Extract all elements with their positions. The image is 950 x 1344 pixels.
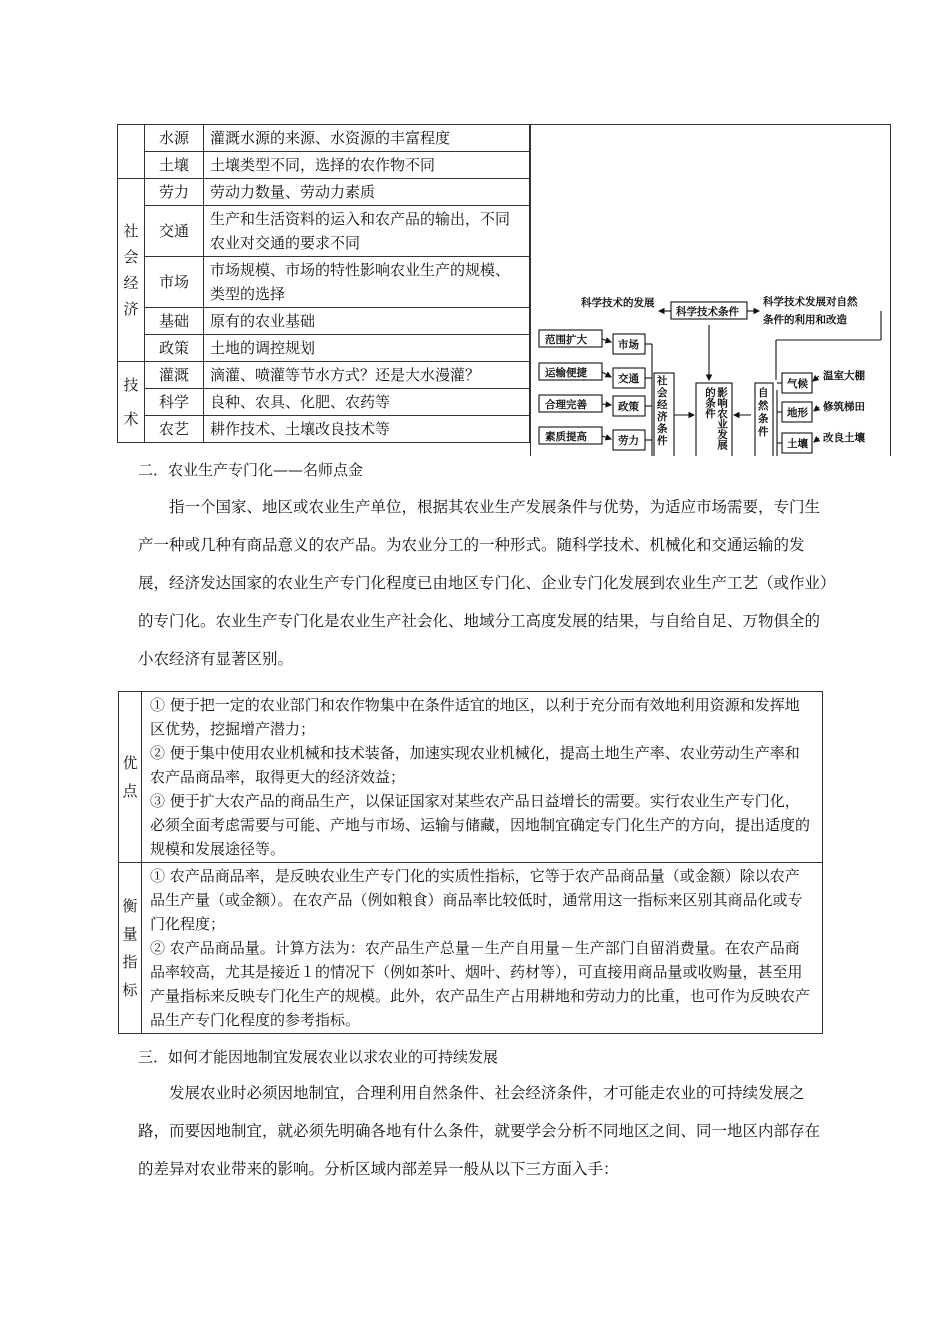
factor-desc: 生产和生活资料的运入和农产品的输出，不同农业对交通的要求不同 bbox=[204, 206, 530, 257]
section2-paragraph: 指一个国家、地区或农业生产单位，根据其农业生产发展条件与优势，为适应市场需要，专门生产一种或几种有商品意义的农产品。为农业分工的一种形式。随科学技术、机械化和交通运输的发展，经济发达国家的农业生产专门化程度已由地区专门化、企业专门化发展到农业生产工艺（或作业）的专门化。农业生产专门化是农业生产社会化、地域分工高度发展的结果，与自给自足、万物俱全的小农经济有显著区别。 bbox=[138, 498, 828, 668]
factor-name: 水源 bbox=[145, 125, 204, 152]
nature-box-3: 土壤 bbox=[787, 438, 808, 450]
factor-name: 劳力 bbox=[145, 179, 204, 206]
category-cell-tech bbox=[118, 362, 145, 443]
table-row bbox=[118, 257, 530, 308]
table-row bbox=[118, 206, 530, 257]
specialization-table bbox=[118, 691, 823, 1034]
factor-desc: 良种、农具、化肥、农药等 bbox=[204, 389, 530, 416]
table-row bbox=[118, 362, 530, 389]
table-row bbox=[118, 416, 530, 443]
category-cell bbox=[119, 863, 142, 1034]
indicators-cell bbox=[142, 863, 823, 1034]
factor-desc: 市场规模、市场的特性影响农业生产的规模、类型的选择 bbox=[204, 257, 530, 308]
category-label: 衡量指标 bbox=[122, 897, 138, 999]
cause-3: 合理完善 bbox=[545, 399, 587, 411]
table-row bbox=[118, 308, 530, 335]
section3-paragraph: 发展农业时必须因地制宜，合理利用自然条件、社会经济条件，才可能走农业的可持续发展之路，而要因地制宜，就必须先明确各地有什么条件，就要学会分析不同地区之间、同一地区内部存在的差异对农业带来的影响。分析区域内部差异一般从以下三方面入手： bbox=[138, 1084, 821, 1178]
right-cause-3: 改良土壤 bbox=[823, 432, 865, 444]
factor-desc: 灌溉水源的来源、水资源的丰富程度 bbox=[204, 125, 530, 152]
table-row bbox=[118, 152, 530, 179]
section2-heading: 二．农业生产专门化——名师点金 bbox=[138, 461, 364, 479]
factor-desc: 原有的农业基础 bbox=[204, 308, 530, 335]
factor-name: 农艺 bbox=[145, 416, 204, 443]
factor-name: 基础 bbox=[145, 308, 204, 335]
factor-desc: 土壤类型不同，选择的农作物不同 bbox=[204, 152, 530, 179]
factor-name: 灌溉 bbox=[145, 362, 204, 389]
category-label: 社会经济 bbox=[123, 222, 139, 318]
factor-desc: 劳动力数量、劳动力素质 bbox=[204, 179, 530, 206]
right-cause-2: 修筑梯田 bbox=[823, 401, 865, 413]
factor-desc: 耕作技术、土壤改良技术等 bbox=[204, 416, 530, 443]
section3-heading: 三．如何才能因地制宜发展农业以求农业的可持续发展 bbox=[138, 1048, 499, 1066]
factor-table bbox=[117, 124, 530, 443]
social-box-3: 政策 bbox=[618, 401, 639, 413]
social-box-4: 劳力 bbox=[618, 435, 639, 447]
label-nature-cond: 自然条件 bbox=[758, 387, 769, 438]
cause-1: 范围扩大 bbox=[545, 334, 587, 346]
list-item: ① 便于把一定的农业部门和农作物集中在条件适宜的地区，以利于充分而有效地利用资源和发挥地区优势，挖掘增产潜力； bbox=[150, 696, 800, 738]
category-cell-social bbox=[118, 179, 145, 362]
list-item: ① 农产品商品率，是反映农业生产专门化的实质性指标，它等于农产品商品量（或金额）除以农产品生产量（或金额）。在农产品（例如粮食）商品率比较低时，通常用这一指标来区别其商品化或专门化程度； bbox=[150, 867, 803, 933]
table-row bbox=[119, 863, 823, 1034]
label-sci-cond: 科学技术条件 bbox=[676, 306, 739, 318]
label-dev-cond: 影响农业发展的条件 bbox=[704, 387, 728, 450]
social-box-2: 交通 bbox=[618, 373, 639, 385]
factor-name: 市场 bbox=[145, 257, 204, 308]
category-cell-natural bbox=[118, 125, 145, 179]
list-item: ③ 便于扩大农产品的商品生产，以保证国家对某些农产品日益增长的需要。实行农业生产专门化，必须全面考虑需要与可能、产地与市场、运输与储藏，因地制宜确定专门化生产的方向，提出适度的规模和发展途径等。 bbox=[150, 792, 811, 858]
label-social-cond: 社会经济条件 bbox=[657, 375, 668, 447]
category-cell bbox=[119, 692, 142, 863]
agriculture-conditions-diagram bbox=[530, 124, 891, 456]
factor-desc: 土地的调控规划 bbox=[204, 335, 530, 362]
advantages-cell bbox=[142, 692, 823, 863]
nature-box-2: 地形 bbox=[787, 407, 808, 419]
factor-name: 科学 bbox=[145, 389, 204, 416]
list-item: ② 农产品商品量。计算方法为：农产品生产总量－生产自用量－生产部门自留消费量。在农产品商品率较高，尤其是接近１的情况下（例如茶叶、烟叶、药材等），可直接用商品量或收购量，甚至用产量指标来反映专门化生产的规模。此外，农产品生产占用耕地和劳动力的比重，也可作为反映农产品生产专门化程度的参考指标。 bbox=[150, 939, 811, 1029]
table-row bbox=[118, 389, 530, 416]
factor-name: 交通 bbox=[145, 206, 204, 257]
label-sci-dev: 科学技术的发展 bbox=[581, 297, 655, 309]
factor-name: 土壤 bbox=[145, 152, 204, 179]
right-cause-1: 温室大棚 bbox=[823, 370, 865, 382]
list-item: ② 便于集中使用农业机械和技术装备，加速实现农业机械化，提高土地生产率、农业劳动生产率和农产品商品率，取得更大的经济效益； bbox=[150, 744, 800, 786]
nature-box-1: 气候 bbox=[787, 378, 808, 390]
factor-desc: 滴灌、喷灌等节水方式？还是大水漫灌？ bbox=[204, 362, 530, 389]
category-label: 优点 bbox=[122, 754, 138, 800]
table-row bbox=[118, 335, 530, 362]
social-box-1: 市场 bbox=[618, 339, 639, 351]
label-sci-nature-2: 条件的利用和改造 bbox=[763, 314, 847, 326]
table-row bbox=[119, 692, 823, 863]
factor-name: 政策 bbox=[145, 335, 204, 362]
cause-4: 素质提高 bbox=[545, 431, 587, 443]
label-sci-nature-1: 科学技术发展对自然 bbox=[763, 296, 858, 308]
category-label: 技术 bbox=[123, 376, 139, 428]
table-row bbox=[118, 179, 530, 206]
table-row bbox=[118, 125, 530, 152]
cause-2: 运输便捷 bbox=[545, 367, 587, 379]
